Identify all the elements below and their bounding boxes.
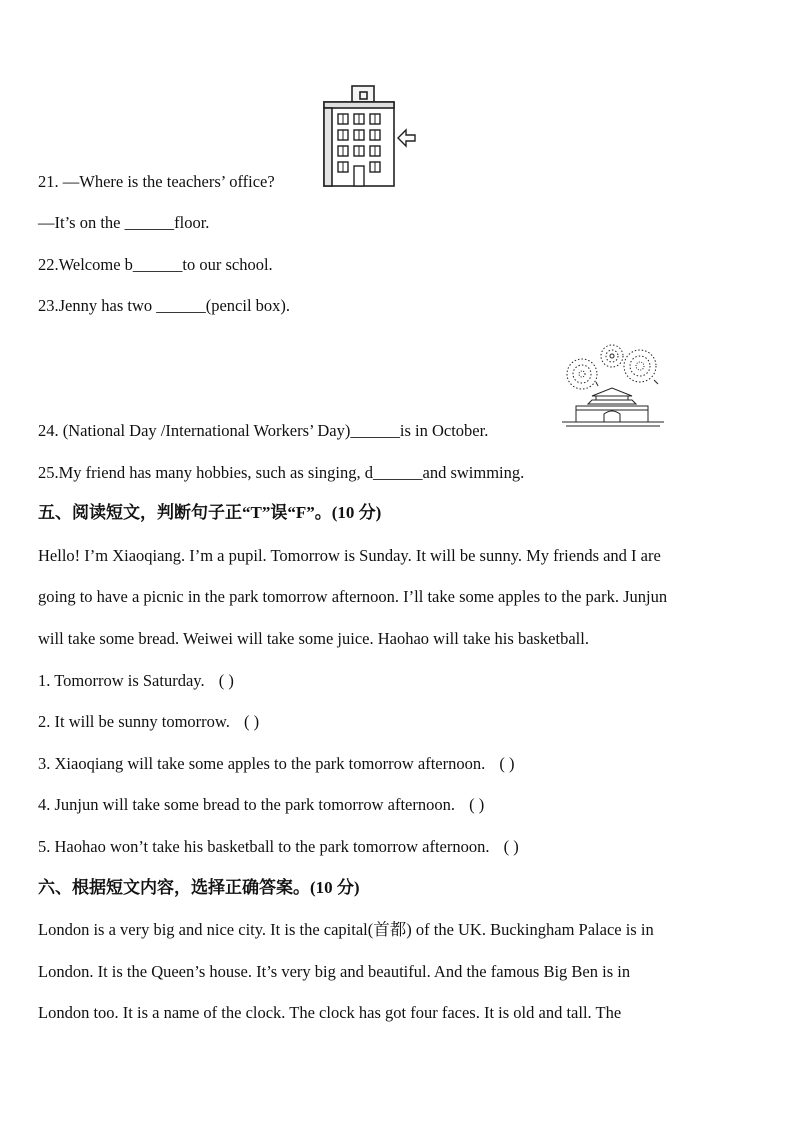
answer-blank[interactable]: ( ) — [499, 754, 515, 773]
tf-item-text: 4. Junjun will take some bread to the park tomorrow afternoon. — [38, 795, 455, 814]
section-5-passage-line-3: will take some bread. Weiwei will take some juice. Haohao will take his basketball. — [38, 629, 589, 648]
tiananmen-fireworks-icon — [560, 342, 666, 428]
answer-blank[interactable]: ( ) — [503, 837, 519, 856]
section-5-heading: 五、阅读短文，判断句子正“T”误“F”。(10 分) — [38, 503, 382, 522]
section-6-passage-line-2: London. It is the Queen’s house. It’s very big and beautiful. And the famous Big Ben is in — [38, 962, 631, 981]
question-24: 24. (National Day /International Workers’ Day)______is in October. — [38, 421, 489, 440]
tf-item-3 — [38, 754, 514, 774]
question-21: 21. —Where is the teachers’ office? — [38, 172, 275, 191]
section-5-passage-line-2: going to have a picnic in the park tomorrow afternoon. I’ll take some apples to the park. Junjun — [38, 587, 668, 606]
answer-blank[interactable]: ( ) — [244, 712, 260, 731]
tf-item-text: 5. Haohao won’t take his basketball to the park tomorrow afternoon. — [38, 837, 490, 856]
tf-item-text: 3. Xiaoqiang will take some apples to the park tomorrow afternoon. — [38, 754, 486, 773]
section-6-heading: 六、根据短文内容，选择正确答案。(10 分) — [38, 878, 360, 897]
tf-item-5 — [38, 837, 519, 857]
section-5-passage-line-1: Hello! I’m Xiaoqiang. I’m a pupil. Tomorrow is Sunday. It will be sunny. My friends and I are — [38, 546, 661, 565]
question-23: 23.Jenny has two ______(pencil box). — [38, 296, 291, 315]
tf-item-text: 2. It will be sunny tomorrow. — [38, 712, 230, 731]
answer-blank[interactable]: ( ) — [218, 671, 234, 690]
section-6-passage-line-3: London too. It is a name of the clock. The clock has got four faces. It is old and tall. The — [38, 1003, 622, 1022]
answer-blank[interactable]: ( ) — [469, 795, 485, 814]
question-21-answer: —It’s on the ______floor. — [38, 213, 210, 232]
tf-item-1 — [38, 671, 234, 691]
building-with-arrow-icon — [318, 84, 418, 188]
tf-item-4 — [38, 795, 484, 815]
question-25: 25.My friend has many hobbies, such as singing, d______and swimming. — [38, 463, 525, 482]
tf-item-2 — [38, 712, 259, 732]
section-6-passage-line-1: London is a very big and nice city. It is the capital(首都) of the UK. Buckingham Palace is in — [38, 920, 654, 939]
question-22: 22.Welcome b______to our school. — [38, 255, 273, 274]
tf-item-text: 1. Tomorrow is Saturday. — [38, 671, 205, 690]
